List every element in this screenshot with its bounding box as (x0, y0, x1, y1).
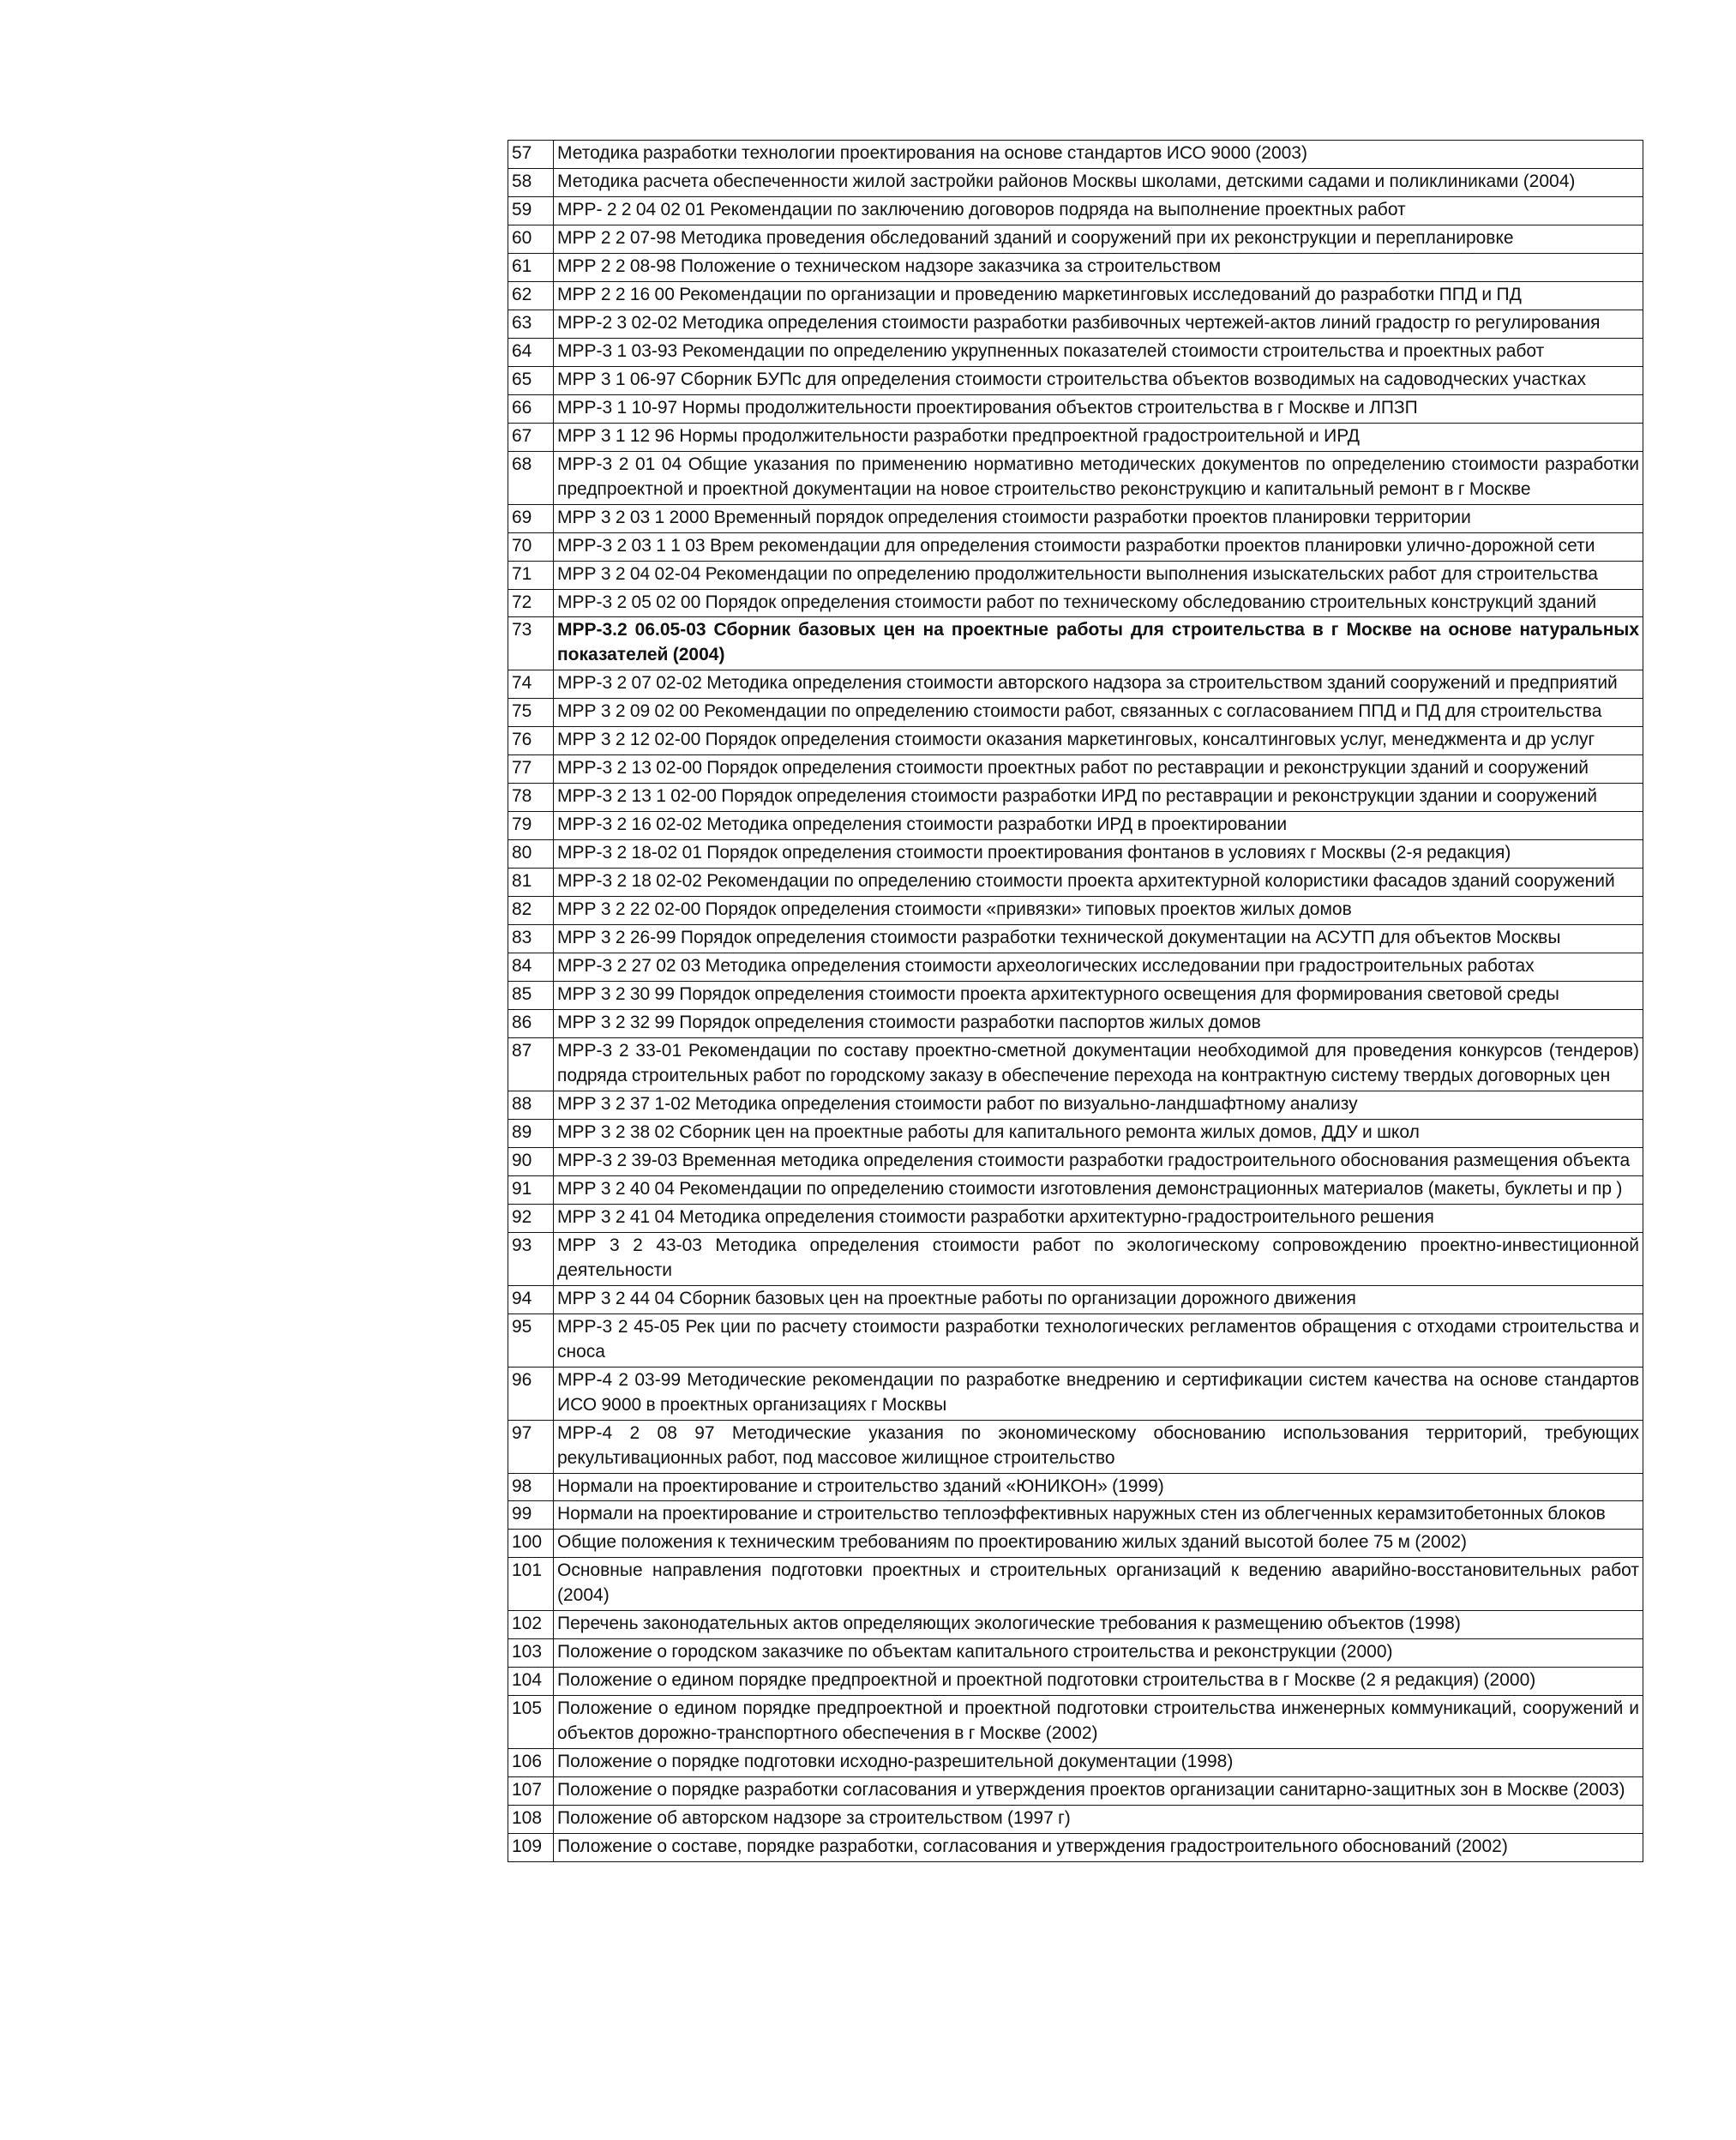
row-number: 63 (508, 310, 554, 338)
row-document-title: МРР 2 2 16 00 Рекомендации по организации и проведению маркетинговых исследований до разработки ППД и ПД (554, 281, 1643, 310)
row-number: 90 (508, 1147, 554, 1175)
row-document-title: Нормали на проектирование и строительство теплоэффективных наружных стен из облегченных керамзитобетонных блоков (554, 1501, 1643, 1530)
table-row (508, 1010, 1643, 1038)
row-number: 88 (508, 1091, 554, 1119)
table-row (508, 670, 1643, 699)
row-document-title: МРР- 2 2 04 02 01 Рекомендации по заключению договоров подряда на выполнение проектных работ (554, 196, 1643, 225)
row-number: 86 (508, 1010, 554, 1038)
row-number: 95 (508, 1313, 554, 1367)
table-row (508, 1834, 1643, 1862)
row-document-title: Общие положения к техническим требованиям по проектированию жилых зданий высотой более 75 м (2002) (554, 1530, 1643, 1558)
row-document-title: МРР 2 2 07-98 Методика проведения обследований зданий и сооружений при их реконструкции и перепланировке (554, 225, 1643, 253)
table-row (508, 561, 1643, 589)
row-number: 92 (508, 1204, 554, 1232)
row-number: 106 (508, 1749, 554, 1777)
table-row (508, 141, 1643, 169)
row-document-title: МРР-3 2 13 1 02-00 Порядок определения стоимости разработки ИРД по реставрации и реконструкции здании и сооружений (554, 784, 1643, 812)
regulations-table (508, 140, 1643, 1862)
row-document-title: Положение о составе, порядке разработки, согласования и утверждения градостроительного обоснований (2002) (554, 1834, 1643, 1862)
row-document-title: МРР-3 2 07 02-02 Методика определения стоимости авторского надзора за строительством зданий сооружений и предприятий (554, 670, 1643, 699)
table-row (508, 812, 1643, 840)
row-document-title: Положение о едином порядке предпроектной и проектной подготовки строительства в г Москве (2 я редакция) (2000) (554, 1668, 1643, 1696)
row-document-title: МРР 3 1 12 96 Нормы продолжительности разработки предпроектной градостроительной и ИРД (554, 423, 1643, 451)
row-document-title: Основные направления подготовки проектных и строительных организаций к ведению аварийно-восстановительных работ (2004) (554, 1558, 1643, 1611)
table-row (508, 366, 1643, 394)
row-number: 64 (508, 338, 554, 366)
table-row (508, 1558, 1643, 1611)
row-document-title: МРР 2 2 08-98 Положение о техническом надзоре заказчика за строительством (554, 253, 1643, 281)
table-row (508, 253, 1643, 281)
row-document-title: МРР 3 2 40 04 Рекомендации по определению стоимости изготовления демонстрационных материалов (макеты, буклеты и пр ) (554, 1175, 1643, 1204)
table-row (508, 925, 1643, 953)
row-document-title: МРР 3 2 04 02-04 Рекомендации по определению продолжительности выполнения изыскательских работ для строительства (554, 561, 1643, 589)
row-document-title: МРР 3 2 41 04 Методика определения стоимости разработки архитектурно-градостроительного решения (554, 1204, 1643, 1232)
row-document-title: МРР-2 3 02-02 Методика определения стоимости разработки разбивочных чертежей-актов линий градостр го регулирования (554, 310, 1643, 338)
table-row (508, 589, 1643, 617)
table-row (508, 1091, 1643, 1119)
row-number: 74 (508, 670, 554, 699)
row-document-title: МРР-3 1 03-93 Рекомендации по определению укрупненных показателей стоимости строительства и проектных работ (554, 338, 1643, 366)
row-number: 84 (508, 953, 554, 982)
table-row (508, 1420, 1643, 1473)
table-row (508, 727, 1643, 755)
table-row (508, 1749, 1643, 1777)
row-document-title: Положение о едином порядке предпроектной и проектной подготовки строительства инженерных коммуникаций, сооружений и объектов дорожно-транспортного обеспечения в г Москве (2002) (554, 1696, 1643, 1749)
row-number: 104 (508, 1668, 554, 1696)
table-row (508, 168, 1643, 196)
row-document-title: Положение о порядке разработки согласования и утверждения проектов организации санитарно-защитных зон в Москве (2003) (554, 1777, 1643, 1806)
row-document-title: Методика разработки технологии проектирования на основе стандартов ИСО 9000 (2003) (554, 141, 1643, 169)
row-number: 68 (508, 451, 554, 504)
row-document-title: Положение о порядке подготовки исходно-разрешительной документации (1998) (554, 1749, 1643, 1777)
table-row (508, 338, 1643, 366)
row-number: 102 (508, 1611, 554, 1639)
row-document-title: Положение об авторском надзоре за строительством (1997 г) (554, 1806, 1643, 1834)
table-row (508, 1777, 1643, 1806)
row-number: 61 (508, 253, 554, 281)
table-row (508, 1038, 1643, 1091)
table-row (508, 1232, 1643, 1285)
row-document-title: МРР 3 2 30 99 Порядок определения стоимости проекта архитектурного освещения для формирования световой среды (554, 982, 1643, 1010)
row-number: 98 (508, 1473, 554, 1501)
row-number: 80 (508, 840, 554, 869)
row-number: 72 (508, 589, 554, 617)
row-number: 100 (508, 1530, 554, 1558)
row-number: 85 (508, 982, 554, 1010)
table-row (508, 784, 1643, 812)
row-document-title: Положение о городском заказчике по объектам капитального строительства и реконструкции (2000) (554, 1639, 1643, 1668)
table-row (508, 1367, 1643, 1420)
table-row (508, 281, 1643, 310)
row-number: 67 (508, 423, 554, 451)
table-body (508, 141, 1643, 1862)
row-number: 65 (508, 366, 554, 394)
table-row (508, 1204, 1643, 1232)
row-number: 87 (508, 1038, 554, 1091)
row-number: 73 (508, 617, 554, 670)
row-number: 66 (508, 394, 554, 423)
row-number: 69 (508, 504, 554, 532)
row-number: 103 (508, 1639, 554, 1668)
row-document-title: МРР-3 2 03 1 1 03 Врем рекомендации для определения стоимости разработки проектов планировки улично-дорожной сети (554, 532, 1643, 561)
table-row (508, 225, 1643, 253)
table-row (508, 1501, 1643, 1530)
table-row (508, 869, 1643, 897)
table-row (508, 982, 1643, 1010)
table-row (508, 699, 1643, 727)
row-number: 57 (508, 141, 554, 169)
table-row (508, 840, 1643, 869)
table-row (508, 1639, 1643, 1668)
row-document-title: МРР 3 2 44 04 Сборник базовых цен на проектные работы по организации дорожного движения (554, 1285, 1643, 1313)
row-number: 94 (508, 1285, 554, 1313)
table-row (508, 1147, 1643, 1175)
row-number: 91 (508, 1175, 554, 1204)
row-document-title: МРР 3 2 32 99 Порядок определения стоимости разработки паспортов жилых домов (554, 1010, 1643, 1038)
table-row (508, 532, 1643, 561)
row-number: 99 (508, 1501, 554, 1530)
row-document-title: МРР 3 2 38 02 Сборник цен на проектные работы для капитального ремонта жилых домов, ДДУ и школ (554, 1119, 1643, 1147)
row-document-title: МРР-3 2 16 02-02 Методика определения стоимости разработки ИРД в проектировании (554, 812, 1643, 840)
table-row (508, 310, 1643, 338)
row-number: 83 (508, 925, 554, 953)
row-number: 62 (508, 281, 554, 310)
table-row (508, 1668, 1643, 1696)
row-number: 79 (508, 812, 554, 840)
table-row (508, 196, 1643, 225)
row-document-title: МРР-3.2 06.05-03 Сборник базовых цен на проектные работы для строительства в г Москве на основе натуральных показателей (2004) (554, 617, 1643, 670)
row-number: 109 (508, 1834, 554, 1862)
row-document-title: МРР-3 1 10-97 Нормы продолжительности проектирования объектов строительства в г Москве и ЛПЗП (554, 394, 1643, 423)
row-number: 77 (508, 755, 554, 784)
row-document-title: Методика расчета обеспеченности жилой застройки районов Москвы школами, детскими садами и поликлиниками (2004) (554, 168, 1643, 196)
table-row (508, 617, 1643, 670)
row-document-title: МРР 3 2 26-99 Порядок определения стоимости разработки технической документации на АСУТП для объектов Москвы (554, 925, 1643, 953)
row-document-title: МРР-3 2 13 02-00 Порядок определения стоимости проектных работ по реставрации и реконструкции зданий и сооружений (554, 755, 1643, 784)
row-number: 78 (508, 784, 554, 812)
row-document-title: МРР-4 2 08 97 Методические указания по экономическому обоснованию использования территорий, требующих рекультивационных работ, под массовое жилищное строительство (554, 1420, 1643, 1473)
row-number: 71 (508, 561, 554, 589)
row-document-title: МРР-4 2 03-99 Методические рекомендации по разработке внедрению и сертификации систем качества на основе стандартов ИСО 9000 в проектных организациях г Москвы (554, 1367, 1643, 1420)
table-row (508, 897, 1643, 925)
row-number: 96 (508, 1367, 554, 1420)
row-number: 75 (508, 699, 554, 727)
table-row (508, 1313, 1643, 1367)
row-number: 89 (508, 1119, 554, 1147)
row-number: 70 (508, 532, 554, 561)
table-row (508, 1611, 1643, 1639)
row-number: 107 (508, 1777, 554, 1806)
table-row (508, 953, 1643, 982)
table-row (508, 1696, 1643, 1749)
table-row (508, 1530, 1643, 1558)
row-document-title: МРР 3 2 03 1 2000 Временный порядок определения стоимости разработки проектов планировки территории (554, 504, 1643, 532)
table-row (508, 755, 1643, 784)
table-row (508, 504, 1643, 532)
row-number: 101 (508, 1558, 554, 1611)
table-row (508, 1119, 1643, 1147)
row-document-title: МРР-3 2 39-03 Временная методика определения стоимости разработки градостроительного обоснования размещения объекта (554, 1147, 1643, 1175)
table-row (508, 1175, 1643, 1204)
row-document-title: МРР-3 2 33-01 Рекомендации по составу проектно-сметной документации необходимой для проведения конкурсов (тендеров) подряда строительных работ по городскому заказу в обеспечение перехода на контрактную систему твердых договорных цен (554, 1038, 1643, 1091)
row-document-title: МРР-3 2 18-02 01 Порядок определения стоимости проектирования фонтанов в условиях г Москвы (2-я редакция) (554, 840, 1643, 869)
row-number: 105 (508, 1696, 554, 1749)
row-number: 58 (508, 168, 554, 196)
row-document-title: МРР-3 2 45-05 Рек ции по расчету стоимости разработки технологических регламентов обращения с отходами строительства и сноса (554, 1313, 1643, 1367)
table-row (508, 1473, 1643, 1501)
row-document-title: МРР-3 2 18 02-02 Рекомендации по определению стоимости проекта архитектурной колористики фасадов зданий сооружений (554, 869, 1643, 897)
row-number: 108 (508, 1806, 554, 1834)
row-document-title: МРР-3 2 27 02 03 Методика определения стоимости археологических исследовании при градостроительных работах (554, 953, 1643, 982)
table-row (508, 394, 1643, 423)
row-number: 60 (508, 225, 554, 253)
row-document-title: МРР 3 2 43-03 Методика определения стоимости работ по экологическому сопровождению проектно-инвестиционной деятельности (554, 1232, 1643, 1285)
table-row (508, 423, 1643, 451)
table-row (508, 1806, 1643, 1834)
row-number: 93 (508, 1232, 554, 1285)
row-document-title: Нормали на проектирование и строительство зданий «ЮНИКОН» (1999) (554, 1473, 1643, 1501)
row-number: 82 (508, 897, 554, 925)
row-document-title: МРР 3 2 09 02 00 Рекомендации по определению стоимости работ, связанных с согласованием ППД и ПД для строительства (554, 699, 1643, 727)
row-number: 59 (508, 196, 554, 225)
row-number: 81 (508, 869, 554, 897)
table-row (508, 451, 1643, 504)
row-document-title: Перечень законодательных актов определяющих экологические требования к размещению объектов (1998) (554, 1611, 1643, 1639)
row-document-title: МРР 3 1 06-97 Сборник БУПс для определения стоимости строительства объектов возводимых на садоводческих участках (554, 366, 1643, 394)
row-document-title: МРР 3 2 37 1-02 Методика определения стоимости работ по визуально-ландшафтному анализу (554, 1091, 1643, 1119)
row-number: 76 (508, 727, 554, 755)
row-document-title: МРР 3 2 12 02-00 Порядок определения стоимости оказания маркетинговых, консалтинговых услуг, менеджмента и др услуг (554, 727, 1643, 755)
row-number: 97 (508, 1420, 554, 1473)
row-document-title: МРР 3 2 22 02-00 Порядок определения стоимости «привязки» типовых проектов жилых домов (554, 897, 1643, 925)
row-document-title: МРР-3 2 01 04 Общие указания по применению нормативно методических документов по определению стоимости разработки предпроектной и проектной документации на новое строительство реконструкцию и капитальный ремонт в г Москве (554, 451, 1643, 504)
row-document-title: МРР-3 2 05 02 00 Порядок определения стоимости работ по техническому обследованию строительных конструкций зданий (554, 589, 1643, 617)
table-row (508, 1285, 1643, 1313)
